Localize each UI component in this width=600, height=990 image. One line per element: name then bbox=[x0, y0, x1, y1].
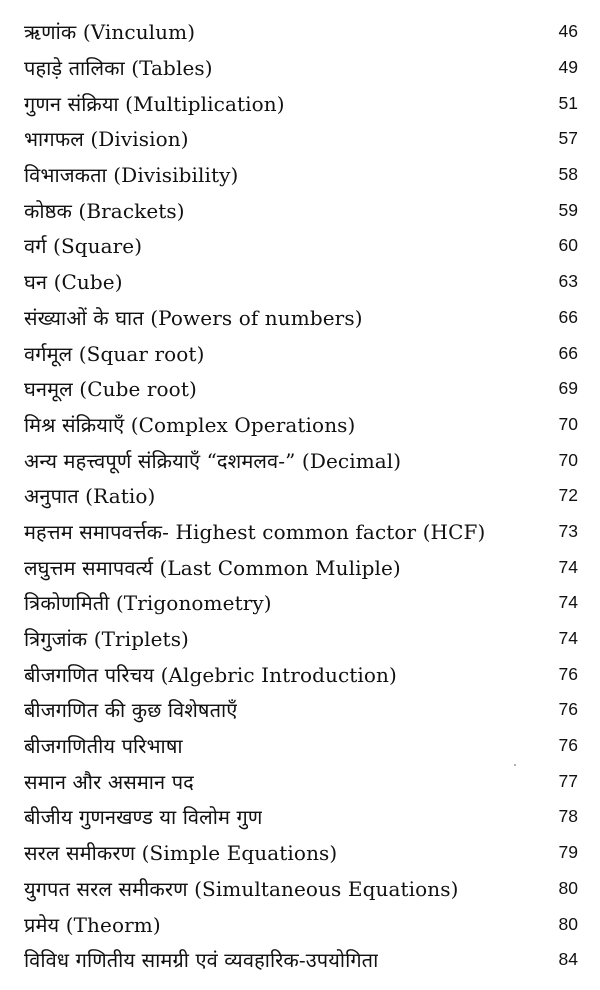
toc-entry-page: 51 bbox=[558, 92, 578, 113]
toc-entry-algebra-features bbox=[24, 692, 578, 728]
toc-entry-page: 80 bbox=[558, 877, 578, 898]
toc-entry-like-unlike-terms bbox=[24, 763, 578, 799]
toc-entry-factorization bbox=[24, 799, 578, 835]
toc-entry-trigonometry bbox=[24, 585, 578, 621]
toc-entry-title: महत्तम समापवर्त्तक- Highest common factor (HCF) bbox=[24, 519, 486, 544]
toc-entry-theorem bbox=[24, 906, 578, 942]
toc-entry-page: 73 bbox=[558, 520, 578, 541]
toc-entry-page: 66 bbox=[558, 342, 578, 363]
toc-entry-page: 79 bbox=[558, 842, 578, 863]
toc-entry-divisibility bbox=[24, 157, 578, 193]
toc-entry-title: त्रिकोणमिती (Trigonometry) bbox=[24, 591, 272, 616]
toc-entry-title: लघुत्तम समापवर्त्य (Last Common Muliple) bbox=[24, 555, 401, 580]
toc-entry-title: पहाड़े तालिका (Tables) bbox=[24, 56, 213, 81]
toc-entry-page: 74 bbox=[558, 556, 578, 577]
toc-entry-page: 77 bbox=[558, 770, 578, 791]
toc-entry-page: 69 bbox=[558, 378, 578, 399]
toc-entry-title: बीजीय गुणनखण्ड या विलोम गुण bbox=[24, 805, 263, 830]
toc-entry-cube bbox=[24, 264, 578, 300]
toc-entry-tables bbox=[24, 50, 578, 86]
toc-entry-lcm bbox=[24, 549, 578, 585]
scan-speck bbox=[514, 764, 516, 766]
toc-entry-page: 57 bbox=[558, 128, 578, 149]
toc-entry-page: 59 bbox=[558, 199, 578, 220]
toc-entry-page: 84 bbox=[558, 949, 578, 970]
toc-entry-ratio bbox=[24, 478, 578, 514]
toc-entry-decimal bbox=[24, 442, 578, 478]
toc-entry-title: घनमूल (Cube root) bbox=[24, 377, 197, 402]
toc-entry-title: विभाजकता (Divisibility) bbox=[24, 163, 239, 188]
toc-entry-square-root bbox=[24, 335, 578, 371]
toc-entry-simultaneous-equations bbox=[24, 871, 578, 907]
toc-entry-title: अन्य महत्त्वपूर्ण संक्रियाएँ “दशमलव-” (Decimal) bbox=[24, 448, 402, 473]
toc-entry-page: 76 bbox=[558, 699, 578, 720]
toc-entry-page: 74 bbox=[558, 592, 578, 613]
toc-entry-page: 70 bbox=[558, 449, 578, 470]
toc-entry-multiplication bbox=[24, 85, 578, 121]
toc-entry-title: कोष्ठक (Brackets) bbox=[24, 198, 185, 223]
toc-entry-title: समान और असमान पद bbox=[24, 769, 194, 794]
toc-entry-page: 70 bbox=[558, 413, 578, 434]
toc-entry-title: बीजगणितीय परिभाषा bbox=[24, 734, 183, 759]
toc-entry-algebra-intro bbox=[24, 656, 578, 692]
table-of-contents bbox=[24, 14, 578, 978]
toc-entry-title: घन (Cube) bbox=[24, 270, 123, 295]
toc-entry-title: बीजगणित परिचय (Algebric Introduction) bbox=[24, 662, 397, 687]
toc-entry-title: वर्ग (Square) bbox=[24, 234, 143, 259]
toc-entry-page: 80 bbox=[558, 913, 578, 934]
toc-entry-simple-equations bbox=[24, 835, 578, 871]
toc-entry-page: 76 bbox=[558, 735, 578, 756]
toc-entry-square bbox=[24, 228, 578, 264]
toc-entry-title: मिश्र संक्रियाएँ (Complex Operations) bbox=[24, 412, 356, 437]
toc-entry-title: अनुपात (Ratio) bbox=[24, 484, 156, 509]
toc-entry-powers bbox=[24, 300, 578, 336]
toc-entry-algebra-definitions bbox=[24, 728, 578, 764]
toc-entry-page: 72 bbox=[558, 485, 578, 506]
toc-entry-vinculum bbox=[24, 14, 578, 50]
toc-entry-title: सरल समीकरण (Simple Equations) bbox=[24, 841, 338, 866]
toc-entry-brackets bbox=[24, 192, 578, 228]
toc-entry-miscellaneous bbox=[24, 942, 578, 978]
toc-entry-page: 78 bbox=[558, 806, 578, 827]
toc-entry-page: 76 bbox=[558, 663, 578, 684]
toc-entry-title: वर्गमूल (Squar root) bbox=[24, 341, 205, 366]
toc-entry-title: गुणन संक्रिया (Multiplication) bbox=[24, 91, 285, 116]
toc-entry-triplets bbox=[24, 621, 578, 657]
toc-entry-page: 60 bbox=[558, 235, 578, 256]
toc-entry-title: ऋणांक (Vinculum) bbox=[24, 20, 196, 45]
toc-entry-title: भागफल (Division) bbox=[24, 127, 189, 152]
toc-entry-complex-operations bbox=[24, 407, 578, 443]
toc-entry-title: प्रमेय (Theorm) bbox=[24, 912, 161, 937]
toc-entry-title: युगपत सरल समीकरण (Simultaneous Equations) bbox=[24, 876, 459, 901]
toc-entry-page: 66 bbox=[558, 306, 578, 327]
toc-entry-title: त्रिगुजांक (Triplets) bbox=[24, 627, 189, 652]
toc-entry-cube-root bbox=[24, 371, 578, 407]
toc-entry-page: 63 bbox=[558, 271, 578, 292]
toc-entry-page: 49 bbox=[558, 57, 578, 78]
toc-entry-page: 46 bbox=[558, 21, 578, 42]
toc-entry-title: विविध गणितीय सामग्री एवं व्यवहारिक-उपयोगिता bbox=[24, 948, 379, 973]
toc-entry-hcf bbox=[24, 514, 578, 550]
toc-entry-title: बीजगणित की कुछ विशेषताएँ bbox=[24, 698, 238, 723]
toc-entry-page: 74 bbox=[558, 628, 578, 649]
toc-entry-page: 58 bbox=[558, 164, 578, 185]
toc-entry-division bbox=[24, 121, 578, 157]
toc-entry-title: संख्याओं के घात (Powers of numbers) bbox=[24, 305, 363, 330]
